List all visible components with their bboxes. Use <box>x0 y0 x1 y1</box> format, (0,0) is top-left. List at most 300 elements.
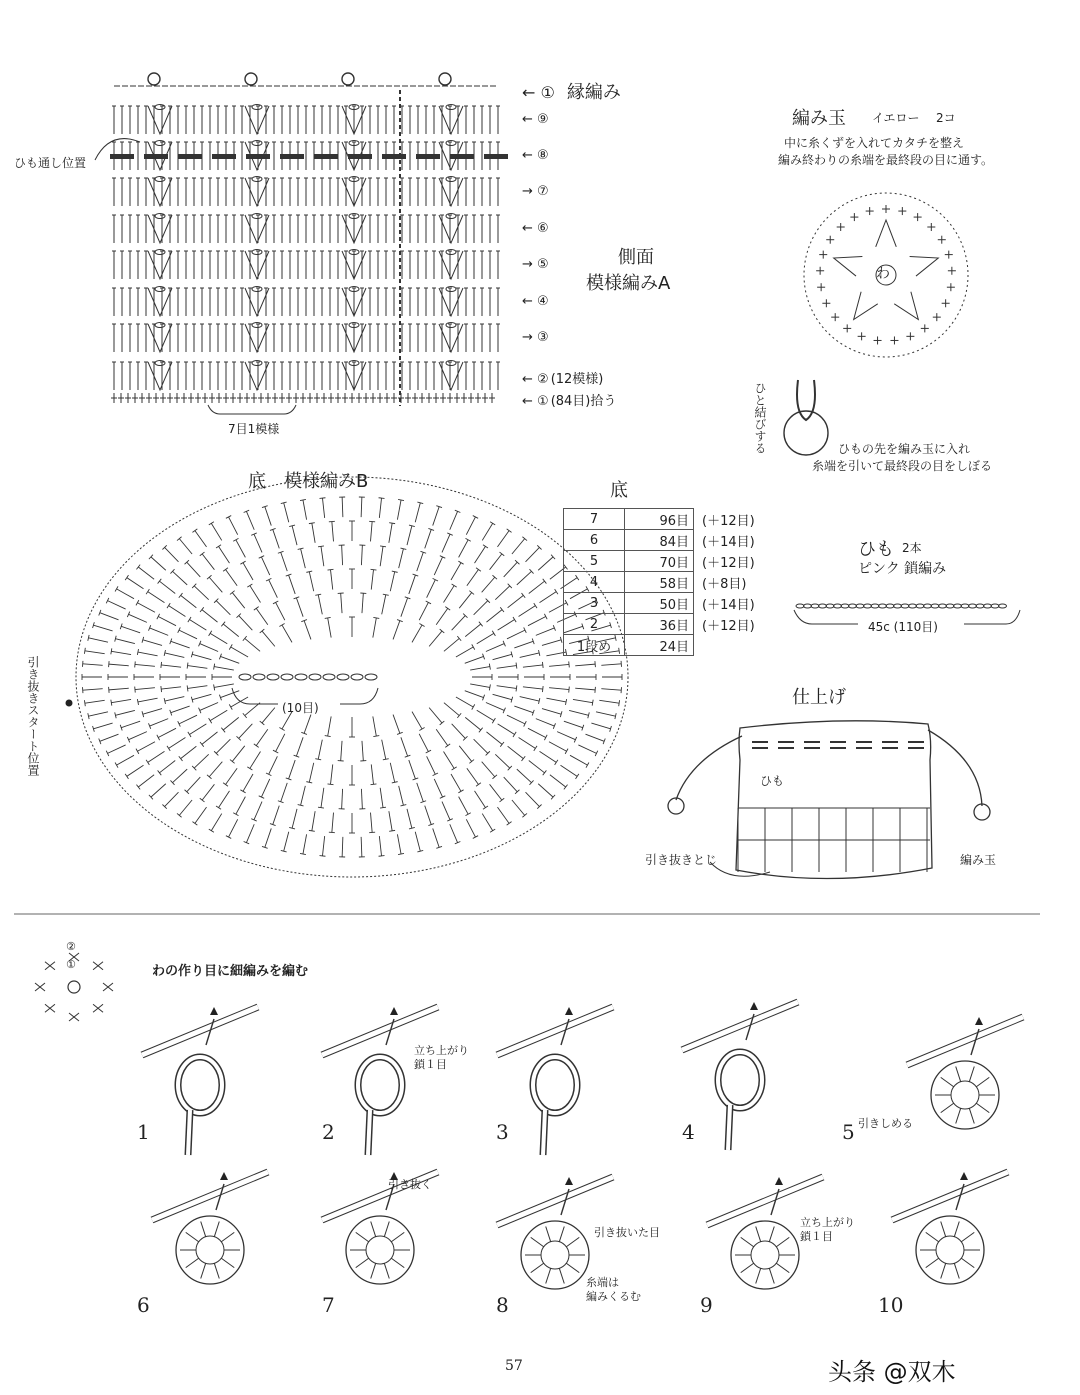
arrow-head <box>975 1017 983 1025</box>
base-table-title: 底 <box>610 480 628 501</box>
shell-stitch <box>439 215 463 243</box>
bottom-dc <box>84 648 85 654</box>
ball-color: イエロー <box>872 111 920 125</box>
bottom-dc <box>490 829 495 832</box>
bottom-dc <box>520 697 539 701</box>
bottom-dc <box>200 702 218 710</box>
bottom-dc <box>379 498 385 499</box>
stitch-spoke <box>956 1108 961 1123</box>
bottom-dc <box>195 807 207 823</box>
bottom-dc <box>542 640 561 646</box>
bottom-dc <box>150 628 169 635</box>
bottom-dc <box>474 739 488 753</box>
bottom-dc <box>111 700 112 706</box>
bottom-dc <box>236 540 246 558</box>
bottom-dc <box>398 853 404 854</box>
bottom-dc <box>451 774 461 791</box>
bottom-dc <box>137 742 155 752</box>
bottom-dc <box>373 716 376 736</box>
stitch-spoke <box>531 1237 544 1246</box>
bottom-dc <box>507 529 512 532</box>
bottom-dc <box>555 589 558 594</box>
bottom-dc <box>231 647 248 657</box>
cord-chain <box>969 604 977 608</box>
bottom-title: 底 模様編みB <box>248 471 369 492</box>
stitch-spoke <box>776 1263 789 1272</box>
bottom-dc <box>138 775 154 787</box>
bottom-dc <box>469 760 474 764</box>
bottom-dc <box>401 737 408 756</box>
direction-arrow <box>971 1029 979 1055</box>
chain-stitch <box>155 141 165 146</box>
bottom-dc <box>465 656 484 663</box>
bottom-dc <box>121 626 140 632</box>
bottom-dc <box>85 700 105 703</box>
start-dot <box>66 700 73 707</box>
cord-dash <box>484 154 508 159</box>
bottom-dc <box>296 737 303 756</box>
shell-stitch <box>148 362 172 390</box>
base-table-row: 3 50目 (＋14目) <box>564 593 777 614</box>
bottom-dc <box>179 715 197 724</box>
note-slipped-8: 引き抜いた目 <box>594 1226 660 1239</box>
yarn-tail <box>728 1105 730 1150</box>
bottom-dc <box>254 534 262 552</box>
bottom-dc <box>483 545 488 548</box>
bag-ball-left <box>668 798 684 814</box>
chain-stitch <box>252 214 262 219</box>
shell-stitch <box>148 106 172 134</box>
bottom-dc <box>504 562 518 577</box>
bottom-dc <box>250 586 261 603</box>
arrow-head <box>960 1172 968 1180</box>
base-table-row: 2 36目 (＋12目) <box>564 614 777 635</box>
motif-num-1: ① <box>66 958 76 971</box>
bottom-dc <box>84 700 85 706</box>
bottom-dc <box>342 545 343 565</box>
bottom-dc <box>194 754 208 768</box>
bottom-dc <box>88 635 89 641</box>
bottom-dc <box>425 806 431 825</box>
slip-join-label: 引き抜きとじ <box>645 853 718 867</box>
bottom-dc <box>361 789 362 809</box>
cord-length: 45c (110目) <box>868 620 938 634</box>
bottom-dc <box>397 500 401 520</box>
bottom-dc <box>300 853 306 854</box>
step-number-9: 9 <box>700 1293 713 1317</box>
bottom-dc <box>230 760 235 764</box>
stitch-spoke <box>214 1263 219 1278</box>
crochet-hook <box>907 1017 1023 1065</box>
bottom-dc <box>489 684 490 690</box>
stitch-ring-inner <box>541 1241 569 1269</box>
bottom-dc <box>200 798 205 802</box>
bottom-dc <box>187 562 201 577</box>
bottom-dc <box>200 742 204 747</box>
bottom-dc <box>216 806 221 809</box>
side-row-label: ← ⑨ <box>522 112 549 127</box>
bottom-dc <box>586 734 605 741</box>
stitch-spoke <box>941 1103 954 1112</box>
bottom-dc <box>121 721 140 727</box>
bottom-dc <box>466 517 475 535</box>
bottom-dc <box>538 784 553 797</box>
stitch-spoke <box>356 1258 369 1267</box>
bottom-dc <box>436 729 448 745</box>
bottom-dc <box>542 662 543 668</box>
arrow-head <box>565 1177 573 1185</box>
bottom-dc <box>223 717 239 730</box>
bottom-dc <box>169 606 186 617</box>
bottom-dc <box>371 569 377 570</box>
bottom-dc <box>371 784 377 785</box>
bottom-dc <box>380 788 383 808</box>
bottom-dc <box>429 708 442 723</box>
yarn-loop <box>718 1052 762 1108</box>
bottom-dc <box>328 618 331 638</box>
chain-stitch <box>446 287 456 292</box>
bottom-dc <box>490 522 495 525</box>
bottom-dc <box>161 665 181 667</box>
bottom-dc <box>476 783 481 786</box>
cord-brace-left <box>794 610 858 624</box>
bottom-dc <box>245 703 260 716</box>
bottom-dc <box>115 762 118 767</box>
bottom-dc <box>498 724 515 735</box>
bottom-dc <box>289 760 296 779</box>
side-title-2: 模様編みA <box>586 273 671 294</box>
bottom-dc <box>273 806 279 825</box>
bottom-dc <box>151 784 166 797</box>
bottom-dc <box>507 630 525 639</box>
bottom-dc <box>433 507 439 526</box>
motif-num-2: ② <box>66 940 76 953</box>
chain-stitch <box>252 105 262 110</box>
shell-stitch <box>148 215 172 243</box>
cord-chain <box>841 604 849 608</box>
bottom-dc <box>209 829 214 832</box>
bottom-dc <box>517 571 532 585</box>
picot-stitch <box>245 73 257 85</box>
side-row-label: ← ① (84目)拾う <box>522 394 617 409</box>
bottom-dc <box>486 702 504 710</box>
stitch-spoke <box>969 1066 974 1081</box>
chain-stitch <box>446 177 456 182</box>
bottom-dc <box>321 546 324 566</box>
bottom-dc <box>137 649 138 655</box>
stitch-spoke <box>769 1268 774 1283</box>
bottom-dc <box>129 732 147 740</box>
bottom-dc <box>465 624 481 637</box>
bottom-dc <box>195 531 207 547</box>
bottom-dc <box>486 732 502 744</box>
bottom-dc <box>219 791 230 808</box>
bottom-dc <box>419 734 428 752</box>
cord-dash <box>416 154 440 159</box>
bottom-dc <box>231 697 248 707</box>
cord-dash <box>212 154 236 159</box>
shell-stitch <box>148 288 172 316</box>
center-brace-right <box>340 688 378 704</box>
cord-chain <box>909 604 917 608</box>
direction-arrow <box>561 1189 569 1215</box>
bottom-dc <box>167 603 170 608</box>
bottom-dc <box>500 742 504 747</box>
bottom-dc <box>419 727 424 730</box>
bottom-dc <box>412 712 422 729</box>
attach-note-2: 糸端を引いて最終段の目をしぼる <box>812 459 993 473</box>
knot-label: ひと結びする <box>753 382 767 454</box>
bottom-dc <box>540 592 557 603</box>
stitch-spoke <box>221 1258 234 1267</box>
bottom-dc <box>512 539 525 554</box>
bottom-dc <box>200 552 205 556</box>
stitch-spoke <box>741 1263 754 1272</box>
bottom-dc <box>220 691 239 698</box>
bottom-dc <box>318 546 324 547</box>
stitch-spoke <box>546 1268 551 1283</box>
stitch-spoke <box>741 1237 754 1246</box>
cord-chain <box>931 604 939 608</box>
page-number: 57 <box>505 1358 523 1374</box>
bottom-dc <box>172 571 187 585</box>
bottom-dc <box>146 589 149 594</box>
base-table-row: 5 70目 (＋12目) <box>564 551 777 572</box>
bottom-dc <box>292 809 297 828</box>
bottom-dc <box>417 783 424 802</box>
bottom-dc <box>592 700 593 706</box>
cord-dash <box>178 154 202 159</box>
bottom-dc <box>470 684 490 687</box>
direction-arrow <box>956 1184 964 1210</box>
bottom-dc <box>232 746 244 762</box>
stitch-spoke <box>356 1232 369 1241</box>
bottom-dc <box>276 602 285 620</box>
bottom-dc <box>239 724 253 739</box>
bottom-dc <box>321 788 324 808</box>
bottom-dc <box>523 687 543 689</box>
bottom-dc <box>229 517 238 535</box>
bottom-dc <box>409 575 416 594</box>
bottom-dc <box>301 549 306 568</box>
bag-cord-left <box>676 736 742 800</box>
cord-chain <box>834 604 842 608</box>
step-number-5: 5 <box>842 1120 855 1144</box>
bottom-dc <box>261 779 269 797</box>
bottom-dc <box>341 741 342 761</box>
cord-chain <box>924 604 932 608</box>
cord-count: 2本 <box>902 541 922 555</box>
cord-chain <box>954 604 962 608</box>
shell-stitch <box>148 251 172 279</box>
bottom-dc <box>219 546 230 563</box>
slip-join-leader <box>710 862 770 876</box>
yarn-loop <box>533 1057 577 1113</box>
bottom-dc <box>187 777 201 792</box>
base-chain <box>253 674 265 680</box>
bottom-dc <box>409 760 416 779</box>
bottom-dc <box>108 745 126 753</box>
bottom-dc <box>549 688 569 690</box>
bottom-dc <box>137 699 138 705</box>
bottom-dc <box>109 688 129 690</box>
bottom-dc <box>383 759 389 760</box>
bottom-dc <box>534 746 537 751</box>
bottom-dc <box>192 529 197 532</box>
bottom-dc <box>328 716 331 736</box>
bottom-dc <box>322 498 324 518</box>
bottom-dc <box>550 775 566 787</box>
crochet-hook <box>682 1002 798 1050</box>
bottom-dc <box>165 547 179 561</box>
bottom-dc <box>328 784 334 785</box>
bottom-dc <box>469 591 474 595</box>
ball-title: 編み玉 <box>792 108 846 129</box>
bottom-dc <box>194 586 208 600</box>
bottom-dc <box>136 600 139 605</box>
cord-dash <box>450 154 474 159</box>
bottom-dc <box>243 563 253 580</box>
chain-stitch <box>155 105 165 110</box>
shell-stitch <box>439 251 463 279</box>
bottom-dc <box>513 617 516 622</box>
bottom-dc <box>202 784 214 800</box>
bottom-dc <box>303 834 307 854</box>
stitch-spoke <box>956 1066 961 1081</box>
bottom-dc <box>332 522 334 542</box>
stitch-spoke <box>769 1226 774 1241</box>
bottom-dc <box>371 764 373 784</box>
bottom-dc <box>281 552 288 571</box>
cord-chain <box>871 604 879 608</box>
stitch-spoke <box>756 1226 761 1241</box>
bottom-dc <box>325 736 331 737</box>
bottom-dc <box>513 732 516 737</box>
bottom-dc <box>179 800 192 815</box>
picot-stitch <box>148 73 160 85</box>
bottom-dc <box>379 498 381 518</box>
bottom-dc <box>167 746 170 751</box>
direction-arrow <box>771 1189 779 1215</box>
bottom-dc <box>522 593 526 598</box>
stitch-spoke <box>531 1263 544 1272</box>
bottom-dc <box>459 746 471 762</box>
bottom-dc <box>135 687 136 693</box>
base-chain <box>281 674 293 680</box>
bottom-dc <box>165 697 184 701</box>
bottom-dc <box>586 762 589 767</box>
bottom-dc <box>407 809 412 828</box>
bottom-dc <box>331 570 333 590</box>
bottom-dc <box>239 616 253 631</box>
bottom-dc <box>171 641 190 648</box>
bottom-dc <box>371 570 373 590</box>
bottom-dc <box>619 700 620 706</box>
bottom-dc <box>229 644 232 649</box>
bottom-dc <box>214 684 215 690</box>
bottom-dc <box>179 593 183 598</box>
bottom-dc <box>100 734 119 741</box>
bottom-dc <box>565 699 566 705</box>
step-number-3: 3 <box>496 1120 509 1144</box>
stitch-spoke <box>926 1232 939 1241</box>
bottom-dc <box>342 497 343 517</box>
bottom-dc <box>138 698 158 702</box>
cord-chain <box>984 604 992 608</box>
bottom-dc <box>304 715 311 734</box>
bottom-dc <box>401 598 408 617</box>
bottom-dc <box>216 601 230 615</box>
bottom-dc <box>200 644 218 652</box>
bottom-dc <box>361 837 362 857</box>
bottom-dc <box>143 709 162 715</box>
shell-stitch <box>148 324 172 352</box>
stitch-spoke <box>976 1103 989 1112</box>
bottom-dc <box>482 814 492 831</box>
bottom-dc <box>429 631 442 646</box>
bottom-dc <box>111 651 131 654</box>
cord-dash <box>110 154 134 159</box>
bottom-dc <box>549 742 567 752</box>
bottom-dc <box>569 661 570 667</box>
shell-stitch <box>245 215 269 243</box>
stitch-spoke <box>954 1221 959 1236</box>
bottom-dc <box>601 664 621 665</box>
bottom-dc <box>500 798 505 802</box>
bottom-dc <box>507 822 512 825</box>
side-row-label: ← ⑥ <box>522 221 549 236</box>
chain-stitch <box>446 141 456 146</box>
bottom-dc <box>456 697 473 707</box>
cord-chain <box>999 604 1007 608</box>
bottom-dc <box>444 752 455 769</box>
bottom-dc <box>148 751 165 762</box>
bottom-dc <box>309 763 313 782</box>
bottom-dc <box>458 790 463 793</box>
side-row-label: → ⑤ <box>522 257 549 272</box>
bottom-dc <box>419 624 424 627</box>
bottom-dc <box>483 806 488 809</box>
arrow-head <box>390 1007 398 1015</box>
step-number-10: 10 <box>878 1293 904 1317</box>
bottom-dc <box>187 663 188 669</box>
bottom-dc <box>373 617 379 618</box>
bottom-dc <box>189 620 206 631</box>
bottom-dc <box>389 830 395 831</box>
bottom-dc <box>247 584 252 587</box>
stitch-spoke <box>391 1258 404 1267</box>
bottom-dc <box>472 704 475 709</box>
cord-dash <box>280 154 304 159</box>
bottom-dc <box>315 759 321 760</box>
bottom-dc <box>380 546 383 566</box>
base-chain <box>323 674 335 680</box>
chain-stitch <box>155 323 165 328</box>
knot-ball <box>784 411 828 455</box>
bottom-dc <box>210 633 227 643</box>
repeat-label: 7目1模様 <box>228 422 280 436</box>
shell-stitch <box>245 288 269 316</box>
ball-note-2: 編み終わりの糸端を最終段の目に通す。 <box>778 153 994 167</box>
bottom-dc <box>390 572 394 591</box>
bottom-dc <box>300 499 306 500</box>
cord-chain <box>811 604 819 608</box>
stitch-spoke <box>371 1221 376 1236</box>
chain-stitch <box>155 214 165 219</box>
base-table-row: 4 58目 (＋8目) <box>564 572 777 593</box>
cord-spec: ピンク 鎖編み <box>858 561 947 577</box>
cord-chain <box>879 604 887 608</box>
